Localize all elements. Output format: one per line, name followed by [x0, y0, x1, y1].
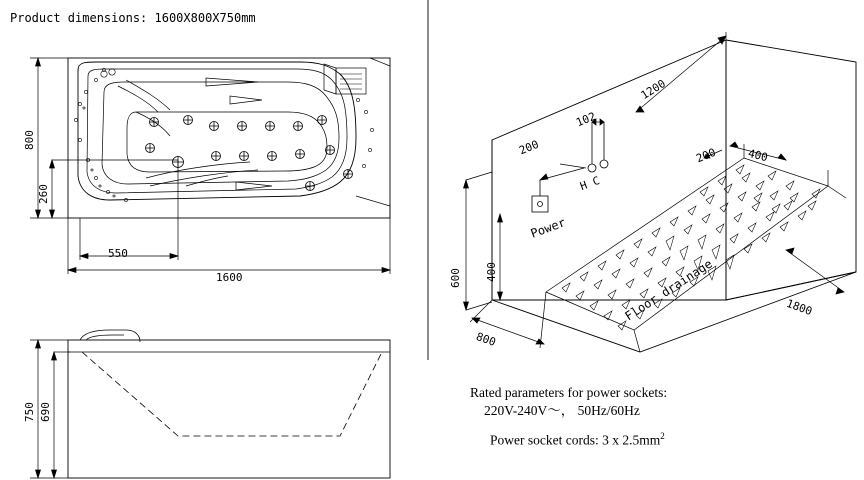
install-dim-1800: 1800 [784, 296, 814, 319]
front-view-outline [68, 330, 390, 478]
water-inlet-symbols [560, 122, 608, 172]
plan-view-jets [74, 68, 373, 201]
plan-view-outline [68, 58, 390, 218]
install-dim-102: 102 [574, 109, 598, 130]
front-dim-750: 750 [23, 402, 36, 422]
install-dim-600: 600 [449, 268, 462, 288]
plan-dim-550: 550 [108, 247, 128, 260]
power-label: Power [528, 215, 568, 241]
install-dim-400-left: 400 [485, 262, 498, 282]
plan-dim-800: 800 [23, 130, 36, 150]
install-dim-1200: 1200 [638, 76, 668, 103]
plan-dim-1600: 1600 [216, 271, 243, 284]
note-line-3-text: Power socket cords: 3 x 2.5mm [490, 432, 661, 448]
front-dim-690: 690 [39, 402, 52, 422]
install-dim-800: 800 [474, 329, 498, 350]
install-dim-400-right: 400 [746, 146, 770, 165]
floor-drainage-label: Floor drainage [622, 256, 715, 324]
note-line-3-superscript: 2 [660, 431, 665, 441]
note-line-3 [490, 432, 665, 447]
page-title: Product dimensions: 1600X800X750mm [10, 11, 256, 25]
install-dim-200-right: 200 [694, 145, 718, 166]
note-line-1: Rated parameters for power sockets: [470, 385, 668, 400]
note-line-2: 220V-240V～， 50Hz/60Hz [484, 403, 640, 418]
plan-dim-260: 260 [37, 184, 50, 204]
floor-drainage-hatch [562, 165, 820, 330]
hot-cold-label: H C [578, 173, 602, 194]
front-view-inner-profile [82, 352, 382, 436]
power-socket-symbol [532, 180, 548, 212]
install-dim-200-socket: 200 [517, 137, 541, 158]
